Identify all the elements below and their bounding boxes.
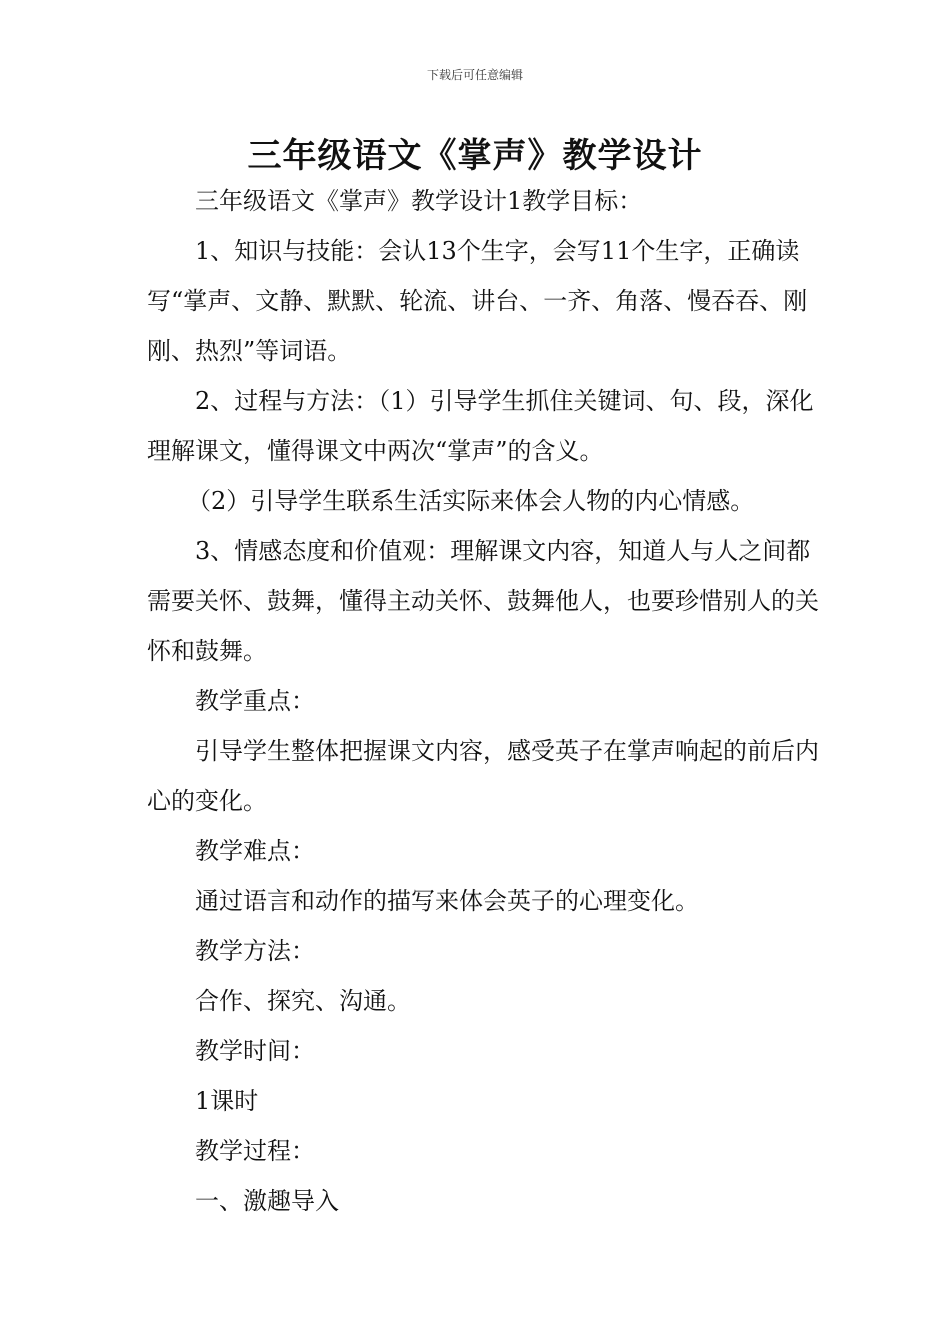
time-heading: 教学时间： [195,1037,315,1065]
document-body [147,176,827,1226]
key-points-text: 引导学生整体把握课文内容，感受英子在掌声响起的前后内心的变化。 [147,737,819,815]
difficulties-text: 通过语言和动作的描写来体会英子的心理变化。 [195,887,699,915]
intro-paragraph: 三年级语文《掌声》教学设计1教学目标： [195,187,643,215]
process-heading: 教学过程： [195,1137,315,1165]
page-header: 下载后可任意编辑 [426,68,523,82]
time-text: 1课时 [195,1087,259,1115]
methods-heading: 教学方法： [195,937,315,965]
difficulties-heading: 教学难点： [195,837,315,865]
objective-knowledge: 1、知识与技能：会认13个生字，会写11个生字，正确读写“掌声、文静、默默、轮流、讲台、一齐、角落、慢吞吞、刚刚、热烈”等词语。 [147,237,808,365]
methods-text: 合作、探究、沟通。 [195,987,411,1015]
key-points-heading: 教学重点： [195,687,315,715]
document-title: 三年级语文《掌声》教学设计 [247,136,703,176]
process-step-1: 一、激趣导入 [195,1187,339,1215]
objective-process-2: （2）引导学生联系生活实际来体会人物的内心情感。 [187,487,755,515]
objective-process: 2、过程与方法：（1）引导学生抓住关键词、句、段，深化理解课文，懂得课文中两次“掌声”的含义。 [147,387,814,465]
objective-emotion: 3、情感态度和价值观：理解课文内容，知道人与人之间都需要关怀、鼓舞，懂得主动关怀、鼓舞他人，也要珍惜别人的关怀和鼓舞。 [147,537,819,665]
